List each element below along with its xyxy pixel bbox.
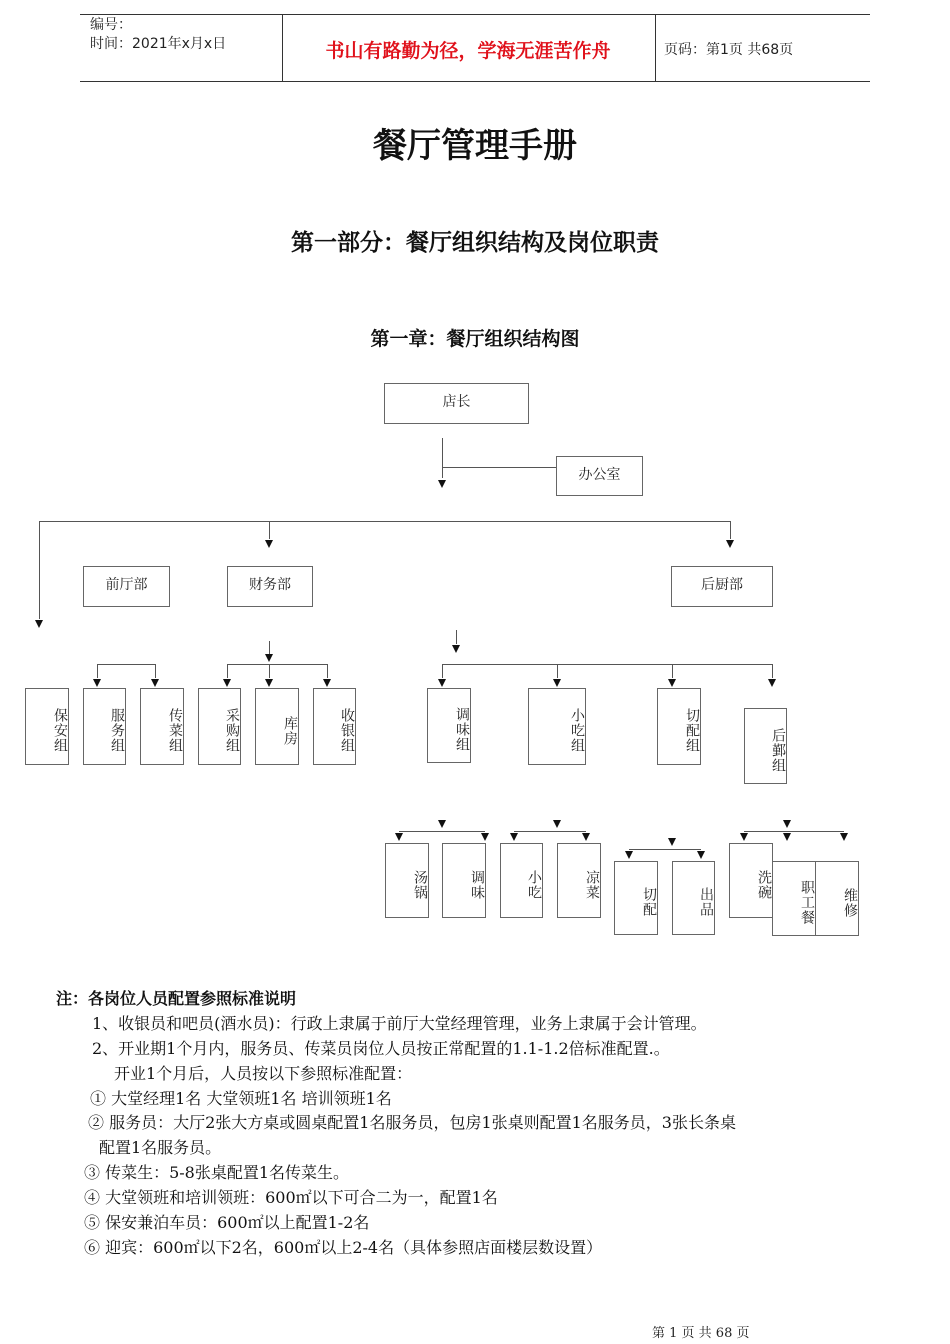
arrow [438, 480, 446, 488]
org-node-manager: 店长 [384, 383, 529, 424]
arrow [625, 851, 633, 859]
part-title: 第一部分：餐厅组织结构及岗位职责 [291, 230, 659, 256]
org-node-finance: 财务部 [227, 566, 313, 607]
header-divider [655, 14, 656, 82]
header-bottom-rule [80, 81, 870, 82]
org-node-snack-item: 小吃 [500, 843, 543, 918]
org-node-warehouse: 库房 [255, 688, 299, 765]
note-line: ③ 传菜生：5-8张桌配置1名传菜生。 [84, 1163, 350, 1182]
connector [97, 664, 155, 665]
arrow [697, 851, 705, 859]
connector [327, 664, 328, 678]
header-top-rule [80, 14, 870, 15]
org-node-dispatch: 出品 [672, 861, 715, 935]
arrow [668, 838, 676, 846]
org-node-kitchen: 后厨部 [671, 566, 773, 607]
arrow [768, 679, 776, 687]
connector [456, 630, 457, 644]
arrow [151, 679, 159, 687]
arrow [726, 540, 734, 548]
arrow [553, 820, 561, 828]
arrow [223, 679, 231, 687]
connector [514, 831, 586, 832]
connector [97, 664, 98, 678]
note-line: ② 服务员：大厅2张大方桌或圆桌配置1名服务员，包房1张桌则配置1名服务员，3张长条桌 [88, 1113, 736, 1132]
arrow [438, 679, 446, 687]
connector [269, 521, 270, 539]
connector [557, 664, 558, 678]
org-node-dish-wash: 洗碗 [729, 843, 773, 918]
org-node-snack: 小吃组 [528, 688, 586, 765]
connector [269, 641, 270, 654]
note-line: 配置1名服务员。 [99, 1138, 222, 1157]
org-node-front: 前厅部 [83, 566, 170, 607]
note-line: 开业1个月后，人员按以下参照标准配置： [114, 1064, 413, 1083]
note-line: ④ 大堂领班和培训领班：600㎡以下可合二为一，配置1名 [84, 1188, 498, 1207]
document-title: 餐厅管理手册 [373, 126, 577, 166]
connector [442, 664, 443, 678]
note-line: ① 大堂经理1名 大堂领班1名 培训领班1名 [90, 1089, 392, 1108]
arrow [840, 833, 848, 841]
arrow [323, 679, 331, 687]
arrow [438, 820, 446, 828]
header-meta [90, 16, 226, 54]
page-footer: 第 1 页 共 68 页 [652, 1326, 750, 1341]
arrow [265, 540, 273, 548]
connector [772, 664, 773, 678]
org-node-cashier: 收银组 [313, 688, 356, 765]
arrow [783, 820, 791, 828]
org-node-cutting: 切配组 [657, 688, 701, 765]
connector [227, 664, 328, 665]
note-line: 2、开业期1个月内，服务员、传菜员岗位人员按正常配置的1.1-1.2倍标准配置.。 [92, 1039, 670, 1058]
arrow [783, 833, 791, 841]
org-node-office: 办公室 [556, 456, 643, 496]
connector [672, 664, 673, 678]
connector [155, 664, 156, 678]
org-node-security: 保安组 [25, 688, 69, 765]
org-node-season: 调味 [442, 843, 486, 918]
note-line: ⑤ 保安兼泊车员：600㎡以上配置1-2名 [84, 1213, 370, 1232]
connector [269, 664, 270, 678]
notes-title: 注：各岗位人员配置参照标准说明 [56, 989, 297, 1008]
arrow [481, 833, 489, 841]
arrow [395, 833, 403, 841]
org-node-seasoning: 调味组 [427, 688, 471, 763]
connector [399, 831, 485, 832]
header-page-label: 页码：第1页 共68页 [664, 42, 794, 58]
connector [629, 849, 701, 850]
arrow [93, 679, 101, 687]
arrow [740, 833, 748, 841]
arrow [452, 645, 460, 653]
chapter-title: 第一章：餐厅组织结构图 [370, 328, 580, 350]
doc-time-label: 时间：2021年x月x日 [90, 36, 227, 52]
connector [227, 664, 228, 678]
connector [442, 438, 443, 478]
connector [442, 467, 556, 468]
arrow [553, 679, 561, 687]
org-node-soup: 汤锅 [385, 843, 429, 918]
arrow [668, 679, 676, 687]
org-node-cold: 凉菜 [557, 843, 601, 918]
org-node-back: 后鄞组 [744, 708, 787, 784]
arrow [265, 654, 273, 662]
connector [744, 831, 844, 832]
arrow [265, 679, 273, 687]
org-node-purchase: 采购组 [198, 688, 241, 765]
note-line: 1、收银员和吧员(酒水员)：行政上隶属于前厅大堂经理管理，业务上隶属于会计管理。 [92, 1014, 707, 1033]
org-node-service: 服务组 [83, 688, 126, 765]
arrow [35, 620, 43, 628]
connector [442, 664, 772, 665]
header-motto: 书山有路勤为径，学海无涯苦作舟 [325, 40, 611, 62]
connector [730, 521, 731, 539]
doc-number-label: 编号： [90, 17, 132, 33]
arrow [582, 833, 590, 841]
org-node-runner: 传菜组 [140, 688, 184, 765]
org-node-staff-meal: 职工餐 [772, 861, 816, 936]
note-line: ⑥ 迎宾：600㎡以下2名，600㎡以上2-4名（具体参照店面楼层数设置） [84, 1238, 603, 1257]
arrow [510, 833, 518, 841]
org-node-cut: 切配 [614, 861, 658, 935]
org-node-repair: 维修 [815, 861, 859, 936]
connector [39, 521, 731, 522]
connector [39, 521, 40, 619]
